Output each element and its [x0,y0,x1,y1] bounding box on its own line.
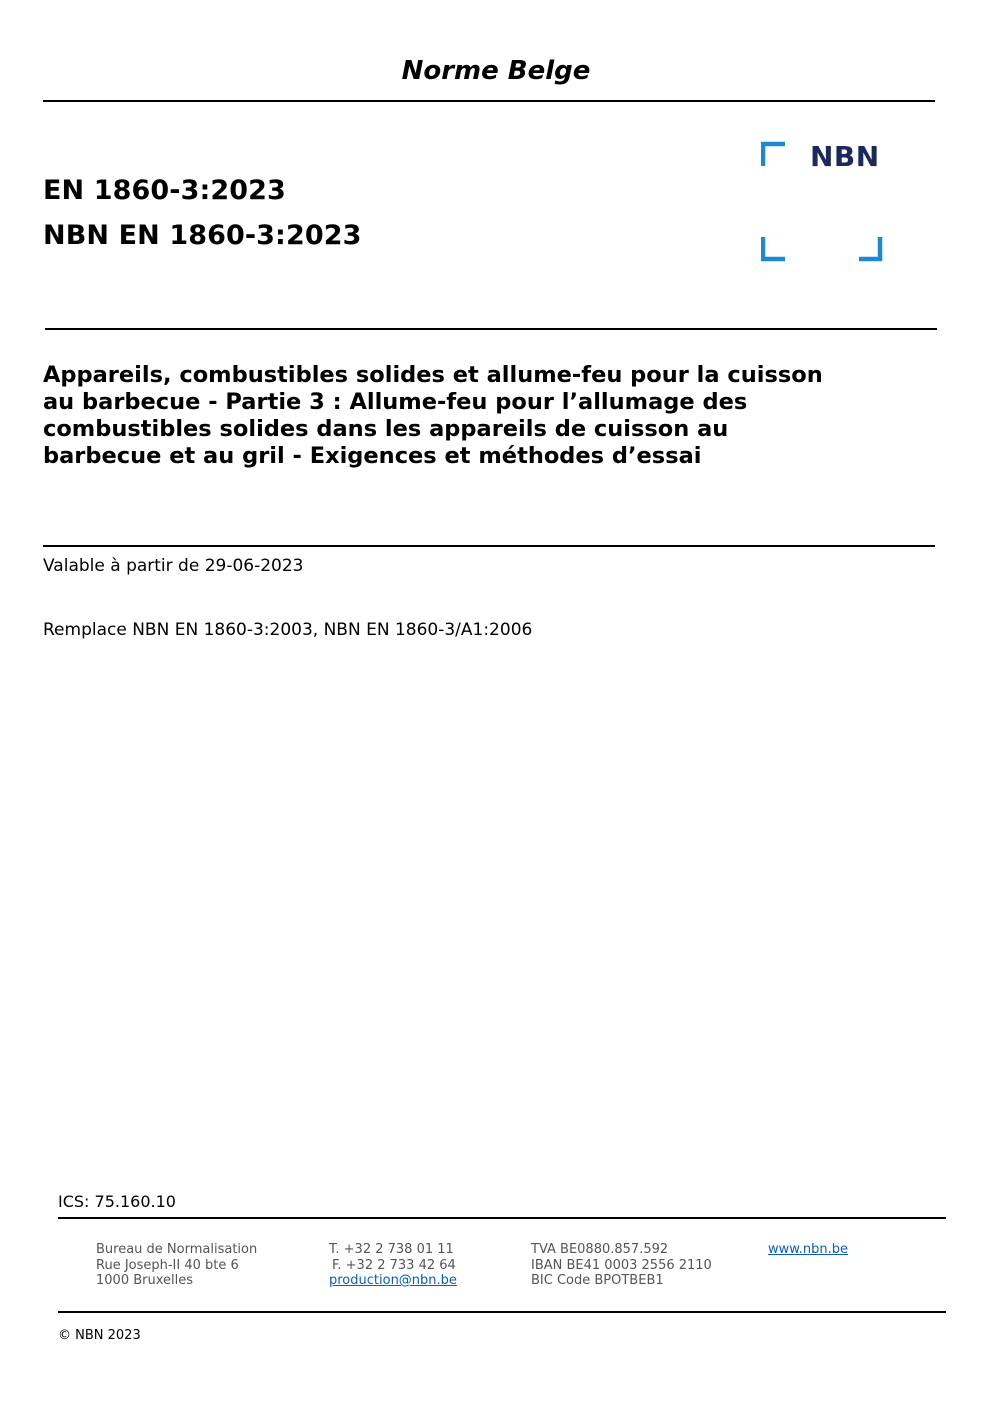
tva: TVA BE0880.857.592 [531,1242,669,1257]
iban: IBAN BE41 0003 2556 2110 [531,1257,712,1273]
footer-address [96,1242,257,1289]
title-line: barbecue et au gril - Exigences et méthodes d’essai [43,443,702,469]
footer-contact [329,1242,457,1289]
website-link[interactable]: www.nbn.be [768,1242,848,1257]
ics-code: ICS: 75.160.10 [58,1192,176,1211]
header-title: Norme Belge [401,56,591,86]
address-line: Rue Joseph-II 40 bte 6 [96,1257,239,1273]
title-line: combustibles solides dans les appareils de cuisson au [43,416,729,442]
valid-from: Valable à partir de 29-06-2023 [43,556,304,576]
code-divider [45,328,937,330]
phone: T. +32 2 738 01 11 [329,1242,454,1257]
address-line: 1000 Bruxelles [96,1273,194,1288]
footer-bottom-divider [58,1311,946,1313]
footer-bank [531,1242,712,1289]
document-title [43,362,903,470]
copyright: © NBN 2023 [58,1328,141,1343]
replaces: Remplace NBN EN 1860-3:2003, NBN EN 1860-3/A1:2006 [43,620,533,640]
bic: BIC Code BPOTBEB1 [531,1273,664,1288]
footer-top-divider [58,1217,946,1219]
title-line: au barbecue - Partie 3 : Allume-feu pour l’allumage des [43,389,748,415]
title-divider [43,545,935,547]
standard-code-en: EN 1860-3:2023 [43,175,286,206]
footer-web [768,1242,848,1258]
logo-text: NBN [810,140,880,173]
standard-code-nbn: NBN EN 1860-3:2023 [43,220,362,251]
header-divider [43,100,935,102]
address-line: Bureau de Normalisation [96,1242,258,1257]
email-link[interactable]: production@nbn.be [329,1273,457,1288]
fax: F. +32 2 733 42 64 [332,1257,456,1273]
title-line: Appareils, combustibles solides et allume-feu pour la cuisson [43,362,823,388]
nbn-logo [761,140,885,264]
